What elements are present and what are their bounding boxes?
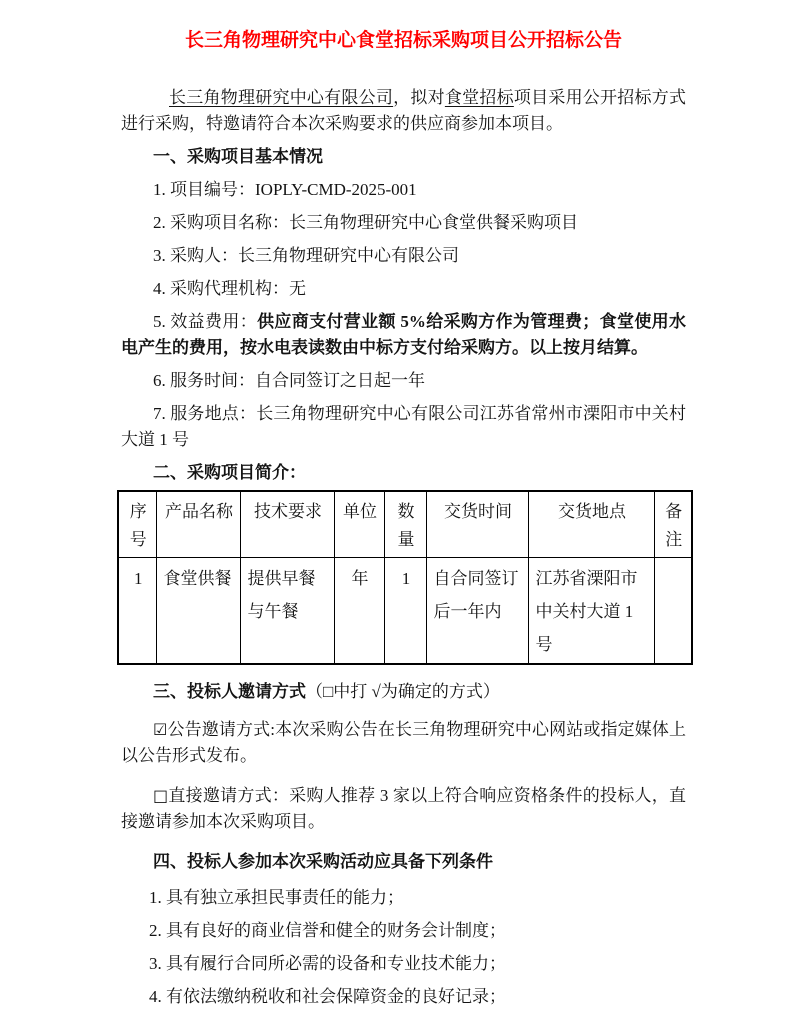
section3-heading-bold: 三、投标人邀请方式 — [153, 682, 306, 701]
cell-seq: 1 — [118, 558, 156, 665]
checked-checkbox-icon: ☑ — [153, 720, 168, 739]
intro-text-rest: 项目采用公开招标方式进行采购，特邀请符合本次采购要求的供应商参加本项目。 — [121, 88, 687, 133]
products-table — [117, 490, 693, 665]
agency-item: 4. 采购代理机构：无 — [153, 279, 306, 298]
header-cell-qty: 数量 — [384, 491, 426, 558]
header-cell-seq: 序号 — [118, 491, 156, 558]
section2-heading: 二、采购项目简介： — [153, 463, 306, 482]
cell-remark — [654, 558, 692, 665]
underlined-company-name: 长三角物理研究中心有限公司 — [169, 88, 394, 107]
cell-delivery-place: 江苏省溧阳市中关村大道 1 号 — [528, 558, 654, 665]
benefit-fee-bold-text: 供应商支付营业额 5%给采购方作为管理费；食堂使用水电产生的费用，按水电表读数由中标方支付给采购方。以上按月结算。 — [121, 312, 687, 357]
header-cell-product: 产品名称 — [156, 491, 240, 558]
table-header-row — [118, 491, 692, 558]
cell-qty: 1 — [384, 558, 426, 665]
section4-heading: 四、投标人参加本次采购活动应具备下列条件 — [153, 852, 493, 871]
condition-item-2: 2. 具有良好的商业信誉和健全的财务会计制度； — [149, 921, 506, 940]
cell-delivery-time: 自合同签订后一年内 — [426, 558, 528, 665]
announcement-invitation-option — [121, 717, 686, 769]
benefit-fee-item — [121, 309, 686, 361]
cell-tech: 提供早餐与午餐 — [240, 558, 334, 665]
condition-item-4: 4. 有依法缴纳税收和社会保障资金的良好记录； — [149, 987, 506, 1006]
condition-item-3: 3. 具有履行合同所必需的设备和专业技术能力； — [149, 954, 506, 973]
header-cell-delivery-time: 交货时间 — [426, 491, 528, 558]
announcement-invitation-text: 公告邀请方式:本次采购公告在长三角物理研究中心网站或指定媒体上以公告形式发布。 — [121, 720, 686, 765]
cell-unit: 年 — [334, 558, 384, 665]
direct-invitation-option — [121, 783, 686, 835]
section1-heading: 一、采购项目基本情况 — [153, 147, 323, 166]
header-cell-remark: 备注 — [654, 491, 692, 558]
section3-heading-note: （□中打 √为确定的方式） — [306, 682, 500, 701]
header-cell-tech: 技术要求 — [240, 491, 334, 558]
header-cell-unit: 单位 — [334, 491, 384, 558]
header-cell-delivery-place: 交货地点 — [528, 491, 654, 558]
intro-text-mid: ，拟对 — [393, 88, 445, 107]
service-location-item: 7. 服务地点：长三角物理研究中心有限公司江苏省常州市溧阳市中关村大道 1 号 — [121, 404, 686, 449]
intro-paragraph — [121, 85, 686, 137]
document-title: 长三角物理研究中心食堂招标采购项目公开招标公告 — [184, 30, 622, 51]
benefit-fee-label: 5. 效益费用： — [153, 312, 258, 331]
direct-invitation-text: 直接邀请方式：采购人推荐 3 家以上符合响应资格条件的投标人，直接邀请参加本次采购项目。 — [121, 786, 686, 831]
cell-product: 食堂供餐 — [156, 558, 240, 665]
service-time-item: 6. 服务时间：自合同签订之日起一年 — [153, 371, 425, 390]
underlined-project-name: 食堂招标 — [444, 88, 514, 107]
condition-item-1: 1. 具有独立承担民事责任的能力； — [149, 888, 404, 907]
purchaser-item: 3. 采购人：长三角物理研究中心有限公司 — [153, 246, 459, 265]
section3-heading — [121, 679, 686, 705]
project-name-item: 2. 采购项目名称：长三角物理研究中心食堂供餐采购项目 — [153, 213, 578, 232]
unchecked-checkbox-icon: □ — [153, 786, 169, 805]
table-data-row — [118, 558, 692, 665]
project-number-item: 1. 项目编号：IOPLY-CMD-2025-001 — [153, 180, 417, 199]
